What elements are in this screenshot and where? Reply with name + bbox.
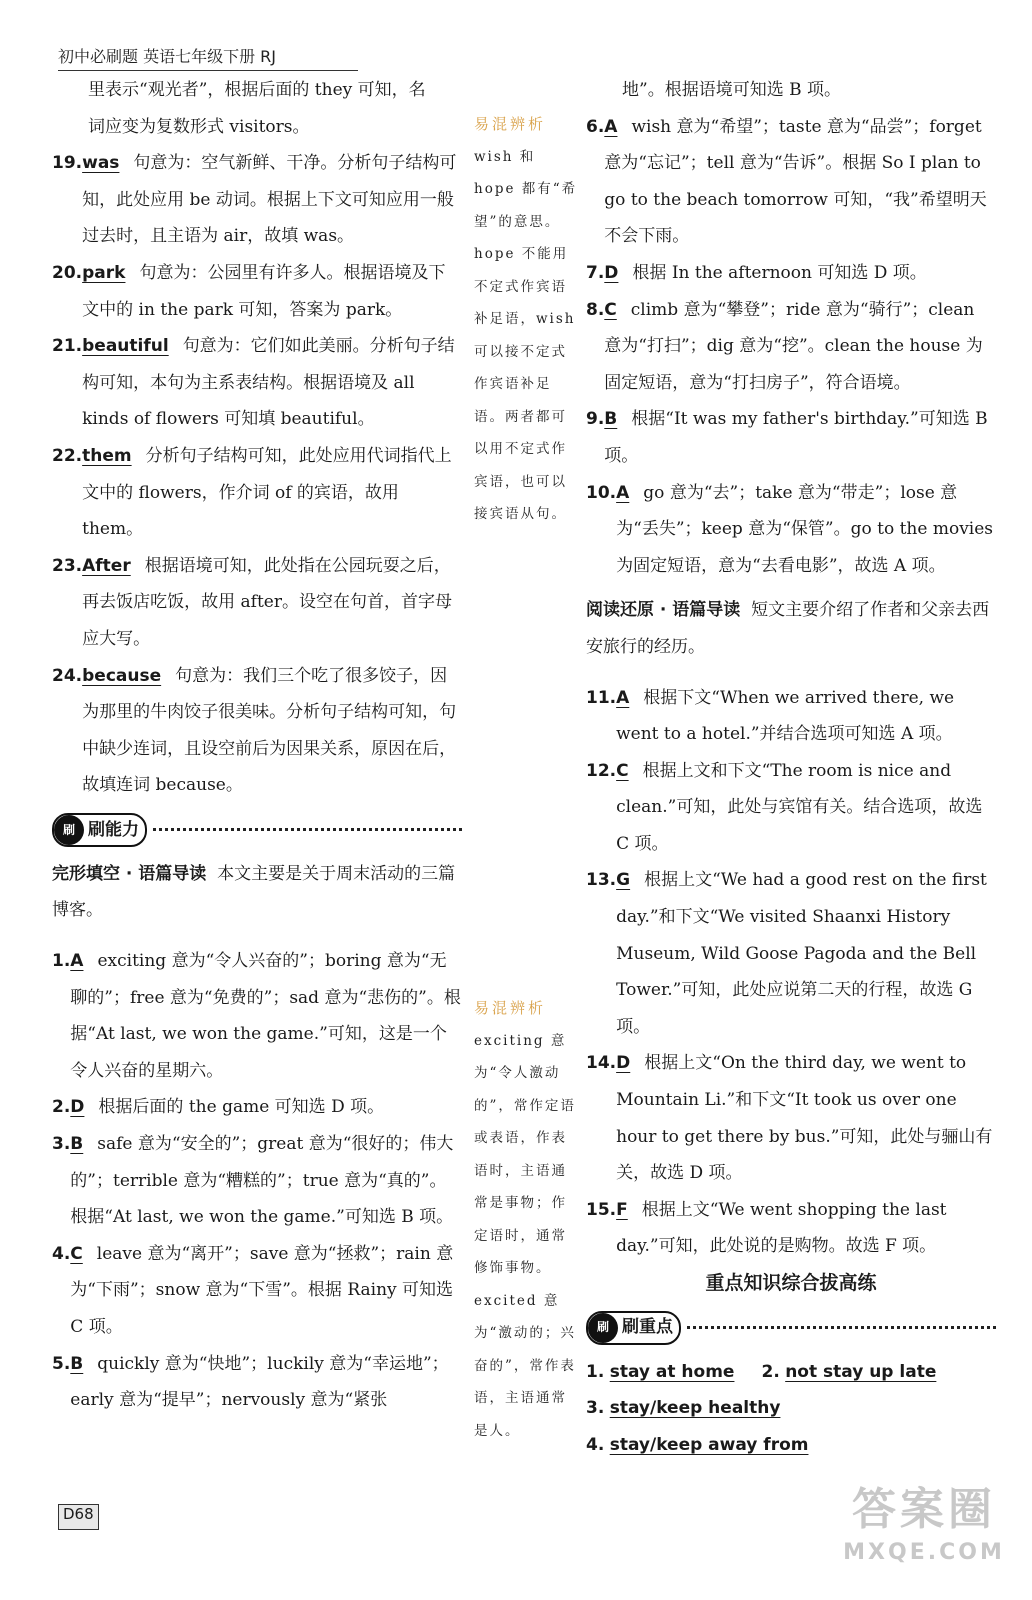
side-note-exciting-excited bbox=[474, 992, 578, 1447]
answer-item bbox=[52, 438, 462, 548]
answer-explanation bbox=[70, 943, 462, 1089]
answer-explanation bbox=[70, 1126, 462, 1236]
answer-word: because bbox=[82, 665, 162, 686]
explanation-text: 句意为：公园里有许多人。根据语境及下文中的 in the park 可知，答案为 park。 bbox=[82, 262, 446, 320]
question-number: 4. bbox=[52, 1243, 71, 1264]
key-answer: stay at home bbox=[609, 1361, 735, 1382]
answer-item bbox=[586, 1192, 996, 1265]
explanation-text: 根据“It was my father's birthday.”可知选 B 项。 bbox=[604, 409, 988, 466]
explanation-text: wish 意为“希望”；taste 意为“品尝”；forget 意为“忘记”；tell 意为“告诉”。根据 So I plan to go to the beach tomorrow 可知，“我”希望明天不会下雨。 bbox=[604, 116, 987, 247]
explanation-text: 根据语境可知，此处指在公园玩耍之后，再去饭店吃饭，故用 after。设空在句首，首字母应大写。 bbox=[82, 555, 452, 649]
explanation-text: 根据上文“On the third day, we went to Mountain Li.”和下文“It took us over one hour to get there by bus.”可知，此处与骊山有关，故选 D 项。 bbox=[616, 1053, 993, 1184]
key-answer: stay/keep away from bbox=[609, 1434, 809, 1455]
answer-item bbox=[52, 1236, 462, 1346]
answer-item bbox=[52, 1089, 462, 1126]
answer-item bbox=[586, 680, 996, 753]
explanation-text: 根据下文“When we arrived there, we went to a hotel.”并结合选项可知选 A 项。 bbox=[616, 687, 955, 745]
question-number: 23. bbox=[52, 555, 83, 576]
intro-line: 地”。根据语境可知选 B 项。 bbox=[622, 80, 841, 100]
answer-item bbox=[52, 1346, 462, 1419]
side-note-title: 易混辨析 bbox=[474, 115, 547, 133]
side-note-title: 易混辨析 bbox=[474, 999, 547, 1017]
answer-item bbox=[52, 145, 462, 255]
intro-line: 里表示“观光者”，根据后面的 they 可知，名 bbox=[88, 80, 426, 100]
answer-explanation bbox=[616, 1192, 996, 1265]
answer-letter: D bbox=[70, 1097, 85, 1118]
answer-explanation bbox=[70, 1236, 462, 1346]
answer-item bbox=[52, 548, 462, 658]
section-badge-label: 刷重点 bbox=[622, 1317, 673, 1338]
answer-letter: A bbox=[616, 482, 630, 503]
explanation-text: 分析句子结构可知，此处应用代词指代上文中的 flowers，作介词 of 的宾语，故用 them。 bbox=[82, 445, 452, 540]
question-number: 9. bbox=[586, 409, 605, 430]
answer-letter: D bbox=[604, 262, 619, 283]
dotted-rule bbox=[153, 828, 462, 831]
key-answer: not stay up late bbox=[785, 1361, 937, 1382]
question-number: 4. bbox=[586, 1434, 605, 1455]
answer-letter: A bbox=[616, 687, 630, 708]
watermark-logo bbox=[836, 1480, 1012, 1590]
explanation-text: 句意为：我们三个吃了很多饺子，因为那里的牛肉饺子很美味。分析句子结构可知，句中缺少连词，且设空前后为因果关系，原因在后，故填连词 because。 bbox=[82, 665, 457, 796]
explanation-text: safe 意为“安全的”；great 意为“很好的；伟大的”；terrible 意为“糟糕的”；true 意为“真的”。根据“At last, we won the game.”可知选 B 项。 bbox=[70, 1134, 454, 1228]
answer-letter: C bbox=[616, 760, 629, 781]
answer-word: was bbox=[82, 153, 120, 174]
question-number: 2. bbox=[52, 1097, 71, 1118]
question-number: 2. bbox=[761, 1361, 780, 1382]
page-number: D68 bbox=[58, 1504, 99, 1530]
explanation-text: 根据上文“We had a good rest on the first day.”和下文“We visited Shaanxi History Museum, Wild Goose Pagoda and the Bell Tower.”可知，此处应说第二天的行程，故选 G 项。 bbox=[616, 870, 987, 1037]
answer-item bbox=[586, 401, 996, 474]
watermark-url: MXQE.COM bbox=[843, 1540, 1005, 1565]
answer-letter: B bbox=[70, 1134, 84, 1155]
key-answers-row bbox=[586, 1354, 996, 1391]
explanation-text: 句意为：它们如此美丽。分析句子结构可知，本句为主系表结构。根据语境及 all kinds of flowers 可知填 beautiful。 bbox=[82, 336, 455, 430]
side-note-text: wish 和 hope 都有“希望”的意思。hope 不能用不定式作宾语补足语，wish 可以接不定式作宾语补足语。两者都可以用不定式作宾语，也可以接宾语从句。 bbox=[474, 148, 578, 522]
reading-intro: 短文主要介绍了作者和父亲去西安旅行的经历。 bbox=[586, 600, 990, 657]
answer-item bbox=[52, 658, 462, 804]
explanation-text: 根据后面的 the game 可知选 D 项。 bbox=[98, 1097, 385, 1118]
answer-letter: B bbox=[604, 409, 618, 430]
question-number: 6. bbox=[586, 116, 605, 137]
cloze-title: 完形填空 · 语篇导读 bbox=[52, 863, 207, 884]
answer-item bbox=[52, 943, 462, 1089]
question-number: 24. bbox=[52, 665, 83, 686]
watermark-text: 答案圈 bbox=[852, 1484, 996, 1535]
brush-icon: 刷 bbox=[54, 815, 84, 845]
answer-letter: A bbox=[70, 951, 84, 972]
side-note-wish-hope bbox=[474, 108, 578, 531]
question-number: 11. bbox=[586, 687, 617, 708]
answer-explanation bbox=[82, 548, 462, 658]
answer-letter: A bbox=[604, 116, 618, 137]
answer-item bbox=[586, 109, 996, 255]
answer-item bbox=[52, 255, 462, 328]
answer-explanation bbox=[616, 680, 996, 753]
answer-item bbox=[586, 475, 996, 585]
page-header: 初中必刷题 英语七年级下册 RJ bbox=[58, 44, 358, 71]
answer-letter: D bbox=[616, 1053, 631, 1074]
question-number: 10. bbox=[586, 482, 617, 503]
answer-explanation bbox=[604, 401, 996, 474]
answer-explanation bbox=[616, 1045, 996, 1191]
question-number: 15. bbox=[586, 1199, 617, 1220]
answer-explanation bbox=[616, 475, 996, 585]
answer-explanation bbox=[82, 328, 462, 438]
question-number: 12. bbox=[586, 760, 617, 781]
dotted-rule bbox=[687, 1326, 996, 1329]
explanation-text: 根据 In the afternoon 可知选 D 项。 bbox=[632, 262, 927, 283]
right-column bbox=[586, 72, 996, 1463]
answer-item bbox=[586, 255, 996, 292]
question-number: 19. bbox=[52, 153, 83, 174]
explanation-text: go 意为“去”；take 意为“带走”；lose 意为“丢失”；keep 意为“保管”。go to the movies 为固定短语，意为“去看电影”，故选 A 项。 bbox=[616, 482, 994, 576]
section-badge-label: 刷能力 bbox=[88, 819, 139, 840]
answer-word: beautiful bbox=[82, 336, 169, 357]
question-number: 21. bbox=[52, 336, 83, 357]
answer-explanation bbox=[82, 255, 462, 328]
answer-item bbox=[586, 1045, 996, 1191]
section-title: 重点知识综合拔高练 bbox=[705, 1272, 877, 1294]
answer-word: park bbox=[82, 262, 126, 283]
brush-icon: 刷 bbox=[588, 1313, 618, 1343]
reading-title: 阅读还原 · 语篇导读 bbox=[586, 600, 741, 621]
question-number: 20. bbox=[52, 262, 83, 283]
intro-line: 词应变为复数形式 visitors。 bbox=[88, 116, 310, 137]
cloze-intro: 本文主要是关于周末活动的三篇博客。 bbox=[52, 863, 456, 921]
answer-explanation bbox=[82, 658, 462, 804]
question-number: 5. bbox=[52, 1353, 71, 1374]
question-number: 14. bbox=[586, 1053, 617, 1074]
answer-explanation bbox=[604, 292, 996, 402]
answer-explanation bbox=[616, 862, 996, 1045]
key-answers-row bbox=[586, 1427, 996, 1464]
answer-explanation bbox=[604, 109, 996, 255]
question-number: 7. bbox=[586, 262, 605, 283]
section-badge bbox=[52, 813, 147, 847]
answer-letter: C bbox=[70, 1243, 83, 1264]
answer-letter: C bbox=[604, 299, 617, 320]
answer-explanation bbox=[82, 438, 462, 548]
answer-word: After bbox=[82, 555, 131, 576]
question-number: 3. bbox=[586, 1398, 605, 1419]
explanation-text: climb 意为“攀登”；ride 意为“骑行”；clean 意为“打扫”；dig 意为“挖”。clean the house 为固定短语，意为“打扫房子”，符合语境。 bbox=[604, 299, 983, 393]
question-number: 22. bbox=[52, 445, 83, 466]
explanation-text: 句意为：空气新鲜、干净。分析句子结构可知，此处应用 be 动词。根据上下文可知应用一般过去时，且主语为 air，故填 was。 bbox=[82, 153, 457, 247]
answer-word: them bbox=[82, 445, 132, 466]
answer-item bbox=[586, 292, 996, 402]
reading-guide bbox=[586, 592, 996, 665]
explanation-text: exciting 意为“令人兴奋的”；boring 意为“无聊的”；free 意为“免费的”；sad 意为“悲伤的”。根据“At last, we won the game.”可知，这是一个令人兴奋的星期六。 bbox=[70, 951, 461, 1081]
left-column bbox=[52, 72, 462, 1419]
answer-item bbox=[586, 862, 996, 1045]
answer-item bbox=[52, 1126, 462, 1236]
question-number: 1. bbox=[52, 951, 71, 972]
explanation-text: 根据上文和下文“The room is nice and clean.”可知，此处与宾馆有关。结合选项，故选 C 项。 bbox=[616, 760, 983, 854]
cloze-guide bbox=[52, 856, 462, 929]
answer-explanation bbox=[70, 1346, 462, 1419]
explanation-text: quickly 意为“快地”；luckily 意为“幸运地”；early 意为“提早”；nervously 意为“紧张 bbox=[70, 1353, 449, 1411]
explanation-text: leave 意为“离开”；save 意为“拯救”；rain 意为“下雨”；snow 意为“下雪”。根据 Rainy 可知选 C 项。 bbox=[70, 1243, 454, 1337]
question-number: 8. bbox=[586, 299, 605, 320]
answer-item bbox=[586, 753, 996, 863]
key-answer: stay/keep healthy bbox=[609, 1398, 781, 1419]
question-number: 13. bbox=[586, 870, 617, 891]
answer-explanation bbox=[82, 145, 462, 255]
question-number: 1. bbox=[586, 1361, 605, 1382]
question-number: 3. bbox=[52, 1134, 71, 1155]
answer-letter: F bbox=[616, 1199, 628, 1220]
key-answers-row bbox=[586, 1390, 996, 1427]
explanation-text: 根据上文“We went shopping the last day.”可知，此处说的是购物。故选 F 项。 bbox=[616, 1199, 947, 1257]
answer-letter: G bbox=[616, 870, 631, 891]
answer-explanation bbox=[616, 753, 996, 863]
section-badge bbox=[586, 1311, 681, 1345]
section-divider bbox=[586, 1308, 996, 1348]
side-note-text: exciting 意为“令人激动的”，常作定语或表语，作表语时，主语通常是事物；作定语时，通常修饰事物。excited 意为“激动的；兴奋的”，常作表语，主语通常是人。 bbox=[474, 1032, 576, 1439]
section-divider bbox=[52, 810, 462, 850]
answer-letter: B bbox=[70, 1353, 84, 1374]
answer-item bbox=[52, 328, 462, 438]
answer-explanation bbox=[604, 255, 996, 292]
answer-explanation bbox=[70, 1089, 462, 1126]
